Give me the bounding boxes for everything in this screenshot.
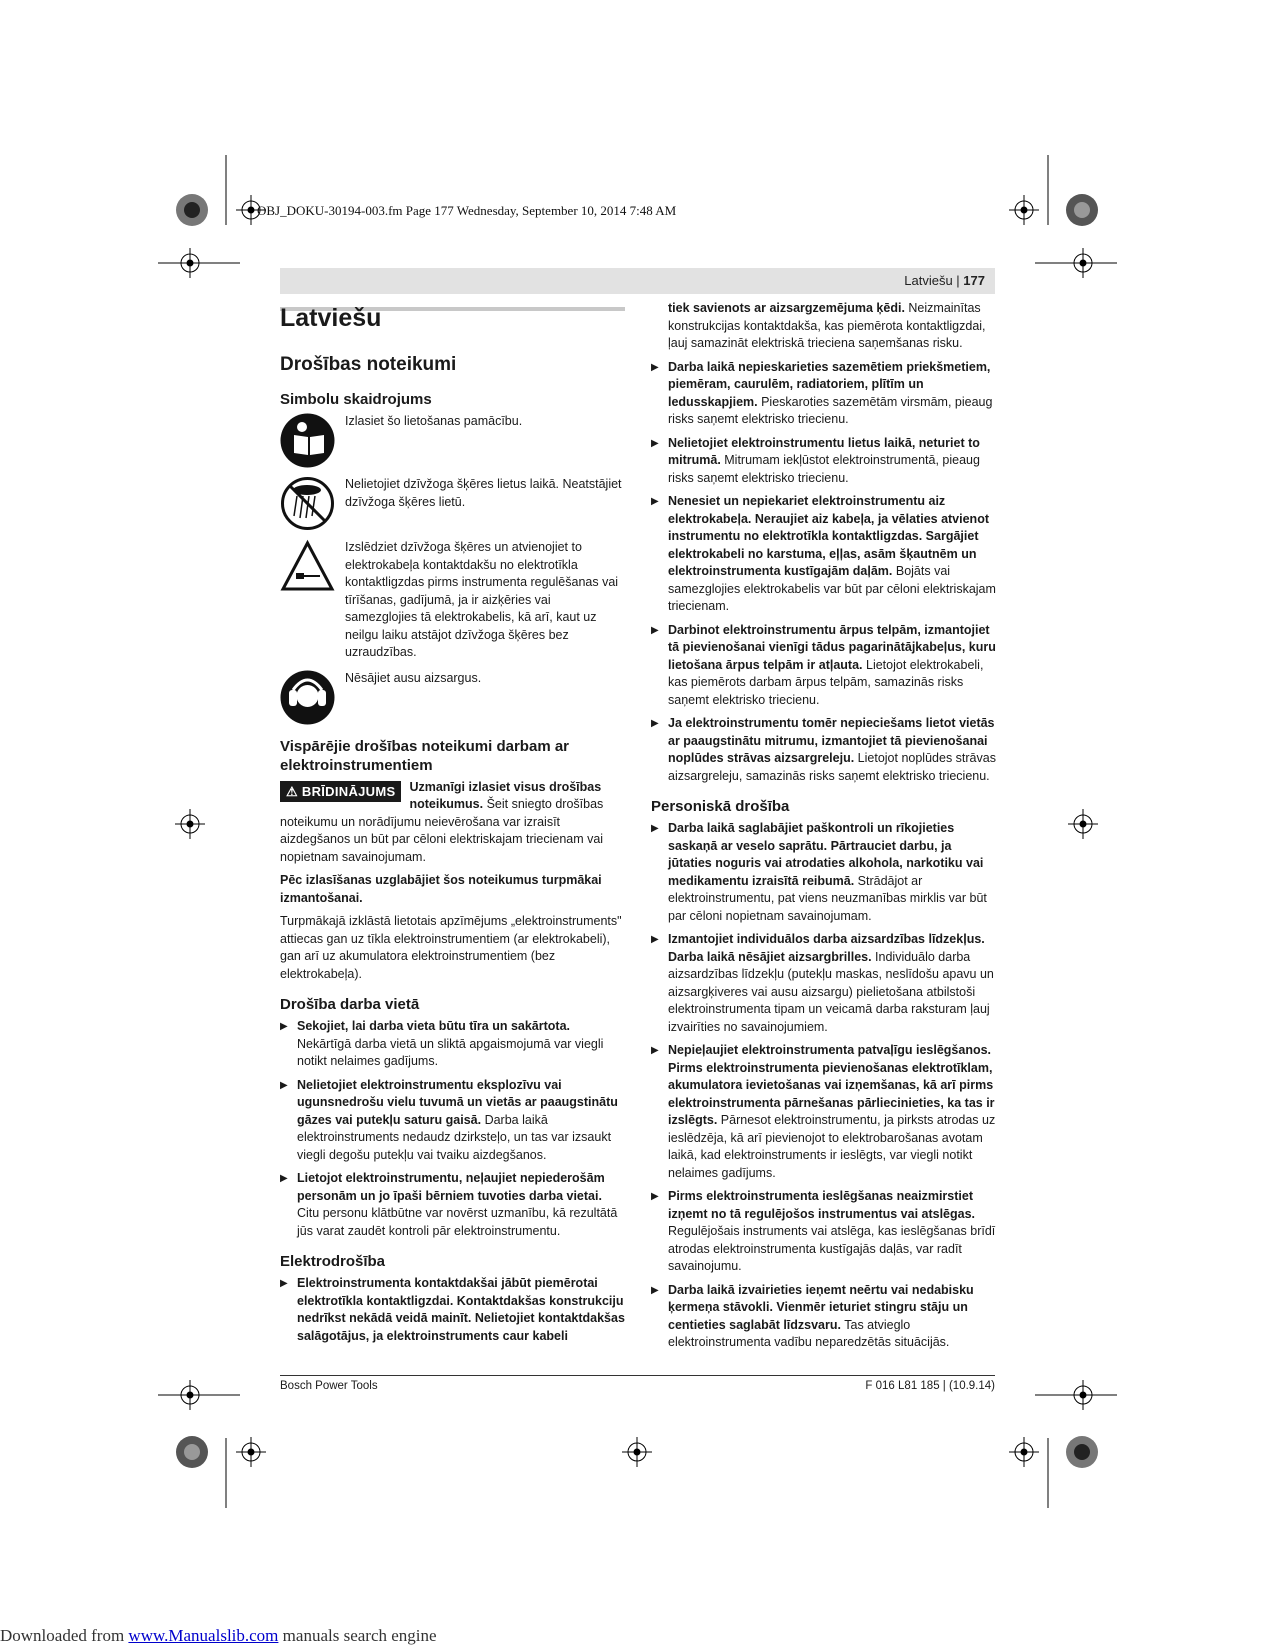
symbol-text: Izslēdziet dzīvžoga šķēres un atvienojiet to elektrokabeļa kontaktdakšu no elektrotīkla kontaktligzdas pirms instrumenta regulēšanas vai tīrīšanas, gadījumā, ja ir aizķēries vai samezglojies tā elektrokabelis, kā arī, kaut uz neilgu laiku atstājot dzīvžoga šķēres bez uzraudzības. [345, 540, 619, 659]
symbol-text: Nēsājiet ausu aizsargus. [345, 670, 482, 685]
footer-brand: Bosch Power Tools [280, 1380, 378, 1392]
subsection-heading: Personiskā drošība [651, 798, 790, 815]
header-bar [280, 268, 995, 294]
list-item: ▶ Nepieļaujiet elektroinstrumenta patvaļīgu ieslēgšanos. Pirms elektroinstrumenta pievienošanas elektrotīklam, akumulatora ievietošanas vai izņemšanas, kā arī pirms elektroinstrumenta pārnešanas pārliecinieties, ka tas ir izslēgts. Pārnesot elektroinstrumentu, ja pirksts atrodas uz ieslēdzēja, kā arī pievienojot to elektrobarošanas avotam laikā, kad elektroinstruments ir ieslēgts, var viegli notikt nelaimes gadījums. [651, 1042, 996, 1182]
warning-badge: ⚠ BRĪDINĀJUMS [280, 781, 401, 803]
ear-protection-icon [280, 670, 335, 725]
left-column [280, 300, 625, 1351]
footer-rule [280, 1375, 995, 1376]
symbol-text: Izlasiet šo lietošanas pamācību. [345, 414, 523, 428]
subsection-heading: Simbolu skaidrojums [280, 391, 432, 408]
list-item: ▶ Darbinot elektroinstrumentu ārpus telpām, izmantojiet tā pievienošanai vienīgi tādus pagarinātājkabeļus, kuru lietošana ārpus telpām ir atļauta. Lietojot elektrokabeli, kas piemērots darbam ārpus telpām, samazinās risks saņemt elektrisko triecienu. [651, 622, 996, 710]
download-notice: Downloaded from www.Manualslib.com manuals search engine [0, 1626, 437, 1645]
list-item: ▶ Pirms elektroinstrumenta ieslēgšanas neaizmirstiet izņemt no tā regulējošos instrumentus vai atslēgas. Regulējošais instruments vai atslēga, kas ieslēgšanas brīdī atrodas elektroinstrumenta kustīgajās daļās, var radīt savainojumu. [651, 1188, 996, 1276]
list-item: ▶ Ja elektroinstrumentu tomēr nepieciešams lietot vietās ar paaugstinātu mitrumu, izmantojiet tā pievienošanai noplūdes strāvas aizsargreleju. Lietojot noplūdes strāvas aizsargreleju, samazinās risks saņemt elektrisko triecienu. [651, 715, 996, 785]
no-rain-icon [280, 476, 335, 531]
list-item: ▶ Nenesiet un nepiekariet elektroinstrumentu aiz elektrokabeļa. Neraujiet aiz kabeļa, ja vēlaties atvienot instrumentu no elektrotīkla kontaktligzdas. Sargājiet elektrokabeli no karstuma, eļļas, asām šķautnēm un elektroinstrumenta kustīgajām daļām. Bojāts vai samezglojies elektrokabelis var būt par cēloni elektriskajam triecienam. [651, 493, 996, 616]
warning-paragraph: ⚠ BRĪDINĀJUMS Uzmanīgi izlasiet visus drošības noteikumus. Šeit sniegto drošības noteikumu un norādījumu neievērošana var izraisīt aizdegšanos un būt par cēloni elektriskajam triecienam vai nopietnam savainojumam. [280, 779, 604, 864]
keep-instructions: Pēc izlasīšanas uzglabājiet šos noteikumus turpmākai izmantošanai. [280, 873, 602, 905]
manualslib-link[interactable]: www.Manualslib.com [128, 1626, 279, 1645]
list-item: ▶ Nelietojiet elektroinstrumentu eksplozīvu vai ugunsnedrošu vielu tuvumā un vietās ar paaugstinātu gāzes vai putekļu saturu gaisā. Darba laikā elektroinstruments nedaudz dzirksteļo, un tas var izsaukt viegli degošu putekļu vai tvaiku aizdegšanos. [280, 1077, 625, 1165]
list-item: ▶ Izmantojiet individuālos darba aizsardzības līdzekļus. Darba laikā nēsājiet aizsargbrilles. Individuālo darba aizsardzības līdzekļu (putekļu maskas, neslīdošu apavu un aizsargķiveres vai ausu aizsargu) pielietošana atbilstoši elektroinstrumenta tipam un veicamā darba raksturam ļauj izvairīties no savainojumiem. [651, 931, 996, 1036]
symbol-row [280, 413, 625, 468]
term-paragraph: Turpmākajā izklāstā lietotais apzīmējums „elektroinstruments" attiecas gan uz tīkla elektroinstrumentiem (ar elektrokabeli), gan arī uz akumulatora elektroinstrumentiem (bez elektrokabeļa). [280, 914, 622, 981]
page-number: 177 [963, 273, 985, 288]
symbol-row [280, 476, 625, 531]
list-item: ▶ Darba laikā nepieskarieties sazemētiem priekšmetiem, piemēram, caurulēm, radiatoriem, plītīm un ledusskapjiem. Pieskaroties sazemētām virsmām, pieaug risks saņemt elektrisko triecienu. [651, 359, 996, 429]
header-section: Latviešu | [904, 273, 960, 288]
file-slug: OBJ_DOKU-30194-003.fm Page 177 Wednesday, September 10, 2014 7:48 AM [257, 203, 677, 218]
list-item: ▶ Darba laikā saglabājiet paškontroli un rīkojieties saskaņā ar veselo saprātu. Pārtrauciet darbu, ja jūtaties noguris vai atrodaties alkohola, narkotiku vai medikamentu izraisītā reibumā. Strādājot ar elektroinstrumentu, pat viens neuzmanības mirklis var būt par cēloni nopietnam savainojumam. [651, 820, 996, 925]
subsection-heading: Elektrodrošība [280, 1253, 386, 1270]
symbol-row [280, 539, 625, 662]
list-item: ▶ Elektroinstrumenta kontaktdakšai jābūt piemērotai elektrotīkla kontaktligzdai. Kontaktdakšas konstrukciju nedrīkst nekādā veidā mainīt. Nelietojiet kontaktdakšas salāgotājus, ja elektroinstruments caur kabeli [280, 1275, 625, 1345]
list-item-continued: tiek savienots ar aizsargzemējuma ķēdi. Neizmainītas konstrukcijas kontaktdakša, kas piemērota kontaktligzdai, ļauj samazināt elektriskā trieciena saņemšanas risku. [668, 301, 986, 350]
footer-doc-number: F 016 L81 185 | (10.9.14) [865, 1380, 995, 1392]
read-manual-icon [280, 413, 335, 468]
unplug-warning-icon [280, 539, 335, 594]
section-heading: Drošības noteikumi [280, 354, 457, 375]
page-header [904, 273, 985, 288]
list-item: ▶ Darba laikā izvairieties ieņemt neērtu vai nedabisku ķermeņa stāvokli. Vienmēr ieturiet stingru stāju un centieties saglabāt līdzsvaru. Tas atvieglo elektroinstrumenta vadību neparedzētās situācijās. [651, 1282, 996, 1352]
symbol-text: Nelietojiet dzīvžoga šķēres lietus laikā. Neatstājiet dzīvžoga šķēres lietū. [345, 477, 622, 509]
list-item: ▶ Sekojiet, lai darba vieta būtu tīra un sakārtota. Nekārtīgā darba vietā un sliktā apgaismojumā var viegli notikt nelaimes gadījums. [280, 1018, 625, 1071]
list-item: ▶ Nelietojiet elektroinstrumentu lietus laikā, neturiet to mitrumā. Mitrumam iekļūstot elektroinstrumentā, pieaug risks saņemt elektrisko triecienu. [651, 435, 996, 488]
list-item: ▶ Lietojot elektroinstrumentu, neļaujiet nepiederošām personām un jo īpaši bērniem tuvoties darba vietai. Citu personu klātbūtne var novērst uzmanību, kā rezultātā jūs varat zaudēt kontroli pār elektroinstrumentu. [280, 1170, 625, 1240]
right-column [651, 300, 996, 1358]
page-title: Latviešu [280, 304, 382, 332]
subsection-heading: Vispārējie drošības noteikumi darbam ar elektroinstrumentiem [280, 737, 569, 774]
subsection-heading: Drošība darba vietā [280, 996, 420, 1013]
symbol-row [280, 670, 625, 725]
